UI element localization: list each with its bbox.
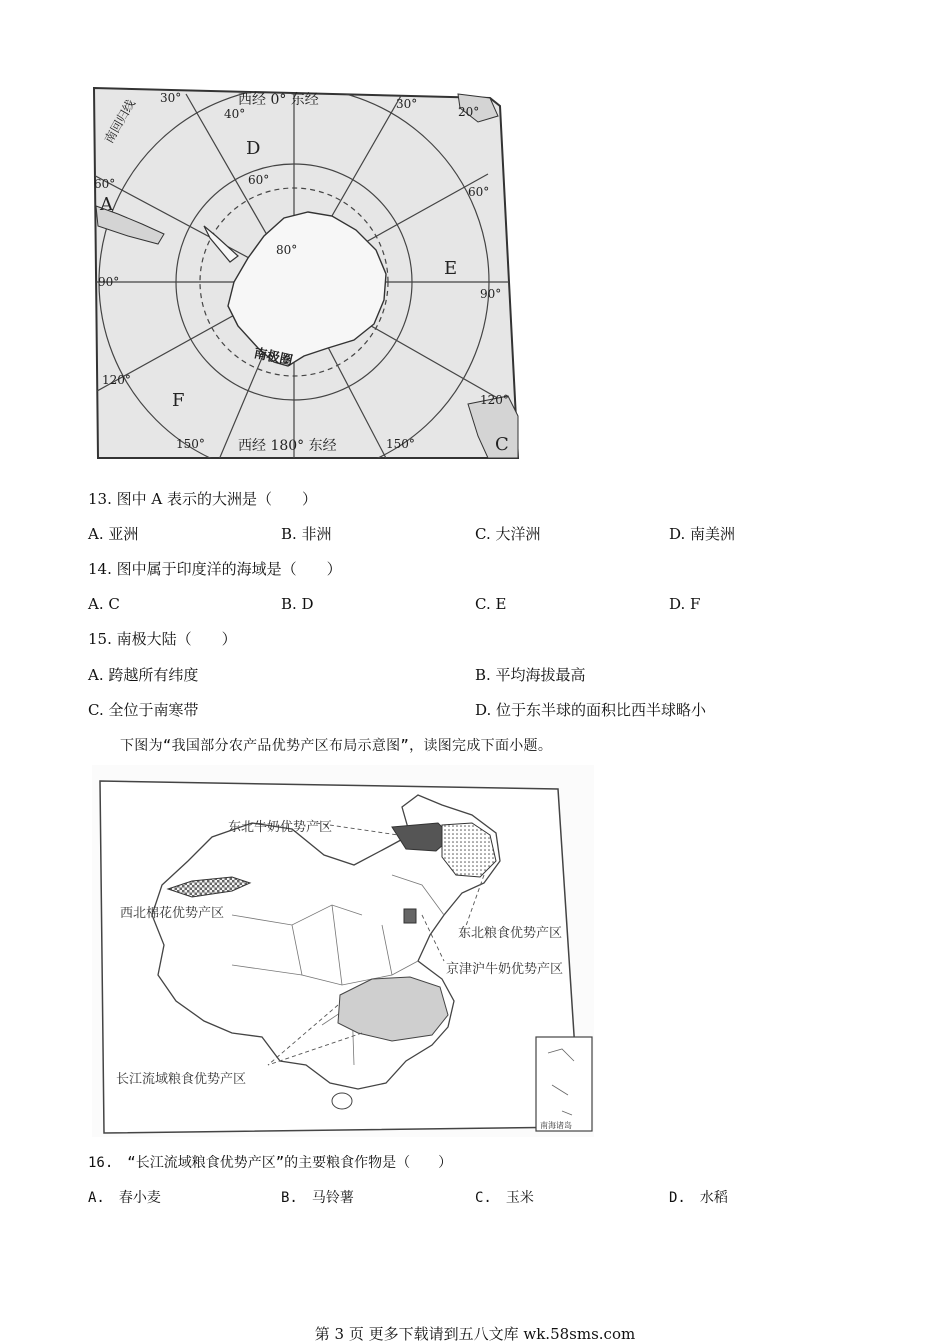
question-15-stem: 15. 南极大陆（ ） xyxy=(88,630,237,648)
china-agriculture-map xyxy=(92,765,594,1137)
question-15-option-b[interactable]: B. 平均海拔最高 xyxy=(475,666,586,684)
map1-degree: 150° xyxy=(386,437,415,451)
china-agriculture-map-figure xyxy=(92,765,594,1137)
page-footer: 第 3 页 更多下载请到五八文库 wk.58sms.com xyxy=(314,1325,636,1343)
northeast-milk-label: 东北牛奶优势产区 xyxy=(228,820,333,835)
map1-degree: 90° xyxy=(98,275,120,289)
question-14-option-a[interactable]: A. C xyxy=(88,595,120,613)
map1-circle-label: 南极圈 xyxy=(252,346,294,369)
question-13-option-a[interactable]: A. 亚洲 xyxy=(88,525,139,543)
question-16-stem: 16. “长江流域粮食优势产区”的主要粮食作物是（ ） xyxy=(88,1155,453,1171)
question-15-option-d[interactable]: D. 位于东半球的面积比西半球略小 xyxy=(475,701,707,719)
map1-tropic-label: 南回归线 xyxy=(101,97,138,146)
map1-letter-f: F xyxy=(172,390,185,411)
question-16-option-a[interactable]: A. 春小麦 xyxy=(88,1190,161,1206)
section-intro: 下图为“我国部分农产品优势产区布局示意图”，读图完成下面小题。 xyxy=(120,738,553,754)
map1-letter-d: D xyxy=(246,138,261,159)
map1-degree: 60° xyxy=(94,177,116,191)
jingjinhu-milk-label: 京津沪牛奶优势产区 xyxy=(446,962,564,977)
question-13-option-d[interactable]: D. 南美洲 xyxy=(669,525,736,543)
map1-degree: 20° xyxy=(458,105,480,119)
map1-degree: 80° xyxy=(276,243,298,257)
map1-letter-a: A xyxy=(100,194,113,215)
question-13-stem: 13. 图中 A 表示的大洲是（ ） xyxy=(88,490,317,508)
map1-degree: 30° xyxy=(396,97,418,111)
question-13-option-b[interactable]: B. 非洲 xyxy=(281,525,332,543)
northwest-cotton-label: 西北棉花优势产区 xyxy=(120,906,225,921)
map1-degree: 120° xyxy=(102,373,131,387)
map1-degree: 120° xyxy=(480,393,509,407)
question-15-option-a[interactable]: A. 跨越所有纬度 xyxy=(88,666,199,684)
question-16-option-b[interactable]: B. 马铃薯 xyxy=(281,1190,354,1206)
map1-top-label: 西经 0° 东经 xyxy=(238,92,319,108)
question-14-option-c[interactable]: C. E xyxy=(475,595,507,613)
map1-letter-c: C xyxy=(495,434,509,455)
map1-degree: 60° xyxy=(248,173,270,187)
northeast-grain-label: 东北粮食优势产区 xyxy=(458,926,563,941)
south-sea-islands-label: 南海诸岛 xyxy=(540,1121,572,1130)
map1-degree: 40° xyxy=(224,107,246,121)
question-16-option-c[interactable]: C. 玉米 xyxy=(475,1190,534,1206)
question-13-option-c[interactable]: C. 大洋洲 xyxy=(475,525,541,543)
antarctica-map xyxy=(88,86,538,462)
question-14-option-d[interactable]: D. F xyxy=(669,595,701,613)
map1-letter-e: E xyxy=(444,258,458,279)
question-15-option-c[interactable]: C. 全位于南寒带 xyxy=(88,701,199,719)
yangtze-grain-label: 长江流域粮食优势产区 xyxy=(116,1072,247,1087)
question-16-option-d[interactable]: D. 水稻 xyxy=(669,1190,728,1206)
question-14-stem: 14. 图中属于印度洋的海域是（ ） xyxy=(88,560,342,578)
antarctica-map-figure xyxy=(88,86,538,462)
map1-degree: 60° xyxy=(468,185,490,199)
map1-bottom-label: 西经 180° 东经 xyxy=(238,438,337,454)
map1-degree: 30° xyxy=(160,91,182,105)
map1-degree: 90° xyxy=(480,287,502,301)
jingjinhu-milk-region xyxy=(404,909,416,923)
map1-degree: 150° xyxy=(176,437,205,451)
question-14-option-b[interactable]: B. D xyxy=(281,595,314,613)
